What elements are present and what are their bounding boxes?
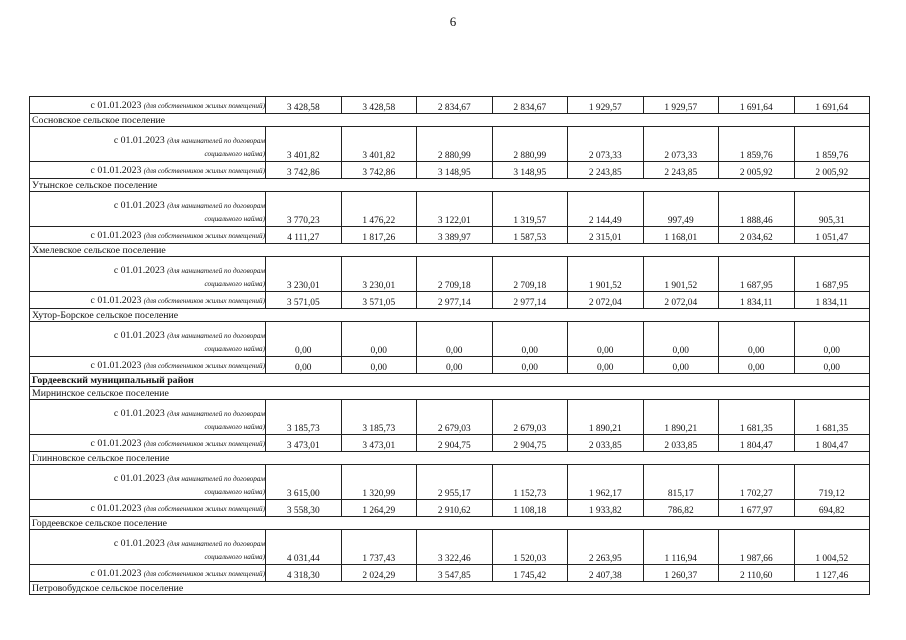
date-label: с 01.01.2023 xyxy=(113,473,165,484)
value-cell: 1 051,47 xyxy=(794,227,870,244)
value-cell: 1 260,37 xyxy=(643,565,719,582)
value-cell: 1 168,01 xyxy=(643,227,719,244)
tenants-note-cont: социального найма) xyxy=(204,488,265,496)
value-cell: 3 615,00 xyxy=(266,465,342,500)
section-title: Мирнинское сельское поселение xyxy=(30,387,870,400)
value-cell: 1 817,26 xyxy=(341,227,417,244)
value-cell: 3 742,86 xyxy=(266,162,342,179)
date-label: с 01.01.2023 xyxy=(90,503,142,514)
value-cell: 1 929,57 xyxy=(643,97,719,114)
value-cell: 0,00 xyxy=(568,322,644,357)
table-row xyxy=(30,500,870,517)
row-label xyxy=(30,565,266,582)
value-cell: 3 473,01 xyxy=(341,435,417,452)
section-title: Сосновское сельское поселение xyxy=(30,114,870,127)
owners-note: (для собственников жилых помещений) xyxy=(143,505,265,513)
value-cell: 2 679,03 xyxy=(417,400,493,435)
row-label xyxy=(30,500,266,517)
value-cell: 0,00 xyxy=(492,357,568,374)
row-label xyxy=(30,192,266,227)
value-cell: 1 320,99 xyxy=(341,465,417,500)
value-cell: 1 687,95 xyxy=(794,257,870,292)
tenants-note-cont: социального найма) xyxy=(204,423,265,431)
value-cell: 1 702,27 xyxy=(719,465,795,500)
date-label: с 01.01.2023 xyxy=(90,100,142,111)
value-cell: 3 428,58 xyxy=(266,97,342,114)
value-cell: 905,31 xyxy=(794,192,870,227)
value-cell: 1 004,52 xyxy=(794,530,870,565)
value-cell: 2 977,14 xyxy=(492,292,568,309)
value-cell: 3 742,86 xyxy=(341,162,417,179)
value-cell: 1 127,46 xyxy=(794,565,870,582)
value-cell: 0,00 xyxy=(643,322,719,357)
row-label xyxy=(30,127,266,162)
value-cell: 1 691,64 xyxy=(719,97,795,114)
value-cell: 2 005,92 xyxy=(719,162,795,179)
tenants-note-cont: социального найма) xyxy=(204,345,265,353)
value-cell: 1 587,53 xyxy=(492,227,568,244)
owners-note: (для собственников жилых помещений) xyxy=(143,232,265,240)
value-cell: 1 987,66 xyxy=(719,530,795,565)
tenants-note: (для нанимателей по договорам xyxy=(167,475,265,483)
date-label: с 01.01.2023 xyxy=(90,360,142,371)
value-cell: 2 110,60 xyxy=(719,565,795,582)
table-row xyxy=(30,97,870,114)
value-cell: 0,00 xyxy=(417,322,493,357)
settlement-header-row xyxy=(30,387,870,400)
row-label xyxy=(30,162,266,179)
tenants-note: (для нанимателей по договорам xyxy=(167,137,265,145)
value-cell: 0,00 xyxy=(719,357,795,374)
value-cell: 3 770,23 xyxy=(266,192,342,227)
value-cell: 1 890,21 xyxy=(643,400,719,435)
value-cell: 2 880,99 xyxy=(417,127,493,162)
value-cell: 1 834,11 xyxy=(794,292,870,309)
value-cell: 1 901,52 xyxy=(643,257,719,292)
table-row xyxy=(30,292,870,309)
value-cell: 2 407,38 xyxy=(568,565,644,582)
settlement-header-row xyxy=(30,452,870,465)
row-label xyxy=(30,292,266,309)
table-row xyxy=(30,400,870,435)
value-cell: 3 547,85 xyxy=(417,565,493,582)
value-cell: 3 389,97 xyxy=(417,227,493,244)
value-cell: 0,00 xyxy=(341,322,417,357)
value-cell: 1 888,46 xyxy=(719,192,795,227)
tenants-note: (для нанимателей по договорам xyxy=(167,540,265,548)
owners-note: (для собственников жилых помещений) xyxy=(143,440,265,448)
value-cell: 1 681,35 xyxy=(719,400,795,435)
value-cell: 786,82 xyxy=(643,500,719,517)
value-cell: 1 929,57 xyxy=(568,97,644,114)
table-row xyxy=(30,127,870,162)
date-label: с 01.01.2023 xyxy=(90,568,142,579)
date-label: с 01.01.2023 xyxy=(113,330,165,341)
section-title: Гордеевское сельское поселение xyxy=(30,517,870,530)
row-label xyxy=(30,257,266,292)
value-cell: 1 859,76 xyxy=(719,127,795,162)
date-label: с 01.01.2023 xyxy=(113,135,165,146)
value-cell: 815,17 xyxy=(643,465,719,500)
table-row xyxy=(30,435,870,452)
value-cell: 3 185,73 xyxy=(266,400,342,435)
section-title: Хутор-Борское сельское поселение xyxy=(30,309,870,322)
section-title: Глинновское сельское поселение xyxy=(30,452,870,465)
value-cell: 1 962,17 xyxy=(568,465,644,500)
value-cell: 1 737,43 xyxy=(341,530,417,565)
value-cell: 3 473,01 xyxy=(266,435,342,452)
value-cell: 1 804,47 xyxy=(794,435,870,452)
value-cell: 3 322,46 xyxy=(417,530,493,565)
value-cell: 2 033,85 xyxy=(568,435,644,452)
tenants-note-cont: социального найма) xyxy=(204,553,265,561)
table-row xyxy=(30,565,870,582)
value-cell: 1 834,11 xyxy=(719,292,795,309)
tenants-note-cont: социального найма) xyxy=(204,215,265,223)
table-row xyxy=(30,465,870,500)
section-title: Хмелевское сельское поселение xyxy=(30,244,870,257)
date-label: с 01.01.2023 xyxy=(113,265,165,276)
value-cell: 0,00 xyxy=(492,322,568,357)
value-cell: 0,00 xyxy=(266,322,342,357)
table-row xyxy=(30,227,870,244)
settlement-header-row xyxy=(30,309,870,322)
value-cell: 0,00 xyxy=(719,322,795,357)
row-label xyxy=(30,530,266,565)
date-label: с 01.01.2023 xyxy=(113,200,165,211)
value-cell: 4 031,44 xyxy=(266,530,342,565)
value-cell: 1 108,18 xyxy=(492,500,568,517)
value-cell: 1 116,94 xyxy=(643,530,719,565)
value-cell: 2 315,01 xyxy=(568,227,644,244)
value-cell: 2 834,67 xyxy=(417,97,493,114)
row-label xyxy=(30,322,266,357)
value-cell: 0,00 xyxy=(794,322,870,357)
owners-note: (для собственников жилых помещений) xyxy=(143,570,265,578)
tenants-note-cont: социального найма) xyxy=(204,150,265,158)
value-cell: 2 024,29 xyxy=(341,565,417,582)
value-cell: 1 152,73 xyxy=(492,465,568,500)
value-cell: 3 230,01 xyxy=(341,257,417,292)
value-cell: 2 955,17 xyxy=(417,465,493,500)
table-row xyxy=(30,357,870,374)
value-cell: 2 709,18 xyxy=(492,257,568,292)
value-cell: 3 428,58 xyxy=(341,97,417,114)
table-row xyxy=(30,257,870,292)
value-cell: 0,00 xyxy=(341,357,417,374)
value-cell: 3 571,05 xyxy=(266,292,342,309)
value-cell: 0,00 xyxy=(417,357,493,374)
value-cell: 2 033,85 xyxy=(643,435,719,452)
value-cell: 1 677,97 xyxy=(719,500,795,517)
section-title: Утынское сельское поселение xyxy=(30,179,870,192)
owners-note: (для собственников жилых помещений) xyxy=(143,167,265,175)
value-cell: 0,00 xyxy=(643,357,719,374)
value-cell: 2 679,03 xyxy=(492,400,568,435)
value-cell: 1 476,22 xyxy=(341,192,417,227)
row-label xyxy=(30,435,266,452)
value-cell: 1 687,95 xyxy=(719,257,795,292)
value-cell: 2 243,85 xyxy=(643,162,719,179)
date-label: с 01.01.2023 xyxy=(113,408,165,419)
value-cell: 1 745,42 xyxy=(492,565,568,582)
value-cell: 3 571,05 xyxy=(341,292,417,309)
tenants-note: (для нанимателей по договорам xyxy=(167,410,265,418)
section-title: Гордеевский муниципальный район xyxy=(30,374,870,387)
table-row xyxy=(30,162,870,179)
value-cell: 1 890,21 xyxy=(568,400,644,435)
value-cell: 3 230,01 xyxy=(266,257,342,292)
value-cell: 1 520,03 xyxy=(492,530,568,565)
value-cell: 2 243,85 xyxy=(568,162,644,179)
row-label xyxy=(30,465,266,500)
tenants-note: (для нанимателей по договорам xyxy=(167,332,265,340)
settlement-header-row xyxy=(30,179,870,192)
district-header-row xyxy=(30,374,870,387)
settlement-header-row xyxy=(30,114,870,127)
value-cell: 1 804,47 xyxy=(719,435,795,452)
value-cell: 3 401,82 xyxy=(266,127,342,162)
tariff-table xyxy=(29,96,870,595)
table-row xyxy=(30,322,870,357)
settlement-header-row xyxy=(30,517,870,530)
value-cell: 1 691,64 xyxy=(794,97,870,114)
value-cell: 2 834,67 xyxy=(492,97,568,114)
value-cell: 1 681,35 xyxy=(794,400,870,435)
settlement-header-row xyxy=(30,582,870,595)
value-cell: 2 977,14 xyxy=(417,292,493,309)
row-label xyxy=(30,357,266,374)
value-cell: 2 073,33 xyxy=(568,127,644,162)
row-label xyxy=(30,400,266,435)
value-cell: 2 263,95 xyxy=(568,530,644,565)
owners-note: (для собственников жилых помещений) xyxy=(143,362,265,370)
tenants-note: (для нанимателей по договорам xyxy=(167,267,265,275)
page-number: 6 xyxy=(449,14,457,29)
value-cell: 3 148,95 xyxy=(492,162,568,179)
value-cell: 2 072,04 xyxy=(568,292,644,309)
value-cell: 2 073,33 xyxy=(643,127,719,162)
value-cell: 1 264,29 xyxy=(341,500,417,517)
tenants-note: (для нанимателей по договорам xyxy=(167,202,265,210)
value-cell: 3 401,82 xyxy=(341,127,417,162)
value-cell: 694,82 xyxy=(794,500,870,517)
value-cell: 0,00 xyxy=(266,357,342,374)
section-title: Петровобудское сельское поселение xyxy=(30,582,870,595)
value-cell: 2 034,62 xyxy=(719,227,795,244)
value-cell: 3 185,73 xyxy=(341,400,417,435)
value-cell: 4 111,27 xyxy=(266,227,342,244)
value-cell: 0,00 xyxy=(568,357,644,374)
value-cell: 0,00 xyxy=(794,357,870,374)
date-label: с 01.01.2023 xyxy=(90,165,142,176)
value-cell: 3 122,01 xyxy=(417,192,493,227)
value-cell: 1 901,52 xyxy=(568,257,644,292)
row-label xyxy=(30,97,266,114)
tenants-note-cont: социального найма) xyxy=(204,280,265,288)
value-cell: 3 148,95 xyxy=(417,162,493,179)
row-label xyxy=(30,227,266,244)
value-cell: 3 558,30 xyxy=(266,500,342,517)
date-label: с 01.01.2023 xyxy=(90,438,142,449)
value-cell: 1 319,57 xyxy=(492,192,568,227)
value-cell: 997,49 xyxy=(643,192,719,227)
date-label: с 01.01.2023 xyxy=(90,230,142,241)
value-cell: 2 904,75 xyxy=(492,435,568,452)
owners-note: (для собственников жилых помещений) xyxy=(143,297,265,305)
settlement-header-row xyxy=(30,244,870,257)
date-label: с 01.01.2023 xyxy=(113,538,165,549)
value-cell: 2 709,18 xyxy=(417,257,493,292)
value-cell: 2 005,92 xyxy=(794,162,870,179)
value-cell: 4 318,30 xyxy=(266,565,342,582)
value-cell: 1 859,76 xyxy=(794,127,870,162)
table-row xyxy=(30,192,870,227)
table-row xyxy=(30,530,870,565)
value-cell: 2 904,75 xyxy=(417,435,493,452)
value-cell: 2 144,49 xyxy=(568,192,644,227)
value-cell: 1 933,82 xyxy=(568,500,644,517)
value-cell: 719,12 xyxy=(794,465,870,500)
date-label: с 01.01.2023 xyxy=(90,295,142,306)
value-cell: 2 880,99 xyxy=(492,127,568,162)
value-cell: 2 072,04 xyxy=(643,292,719,309)
value-cell: 2 910,62 xyxy=(417,500,493,517)
owners-note: (для собственников жилых помещений) xyxy=(143,102,265,110)
